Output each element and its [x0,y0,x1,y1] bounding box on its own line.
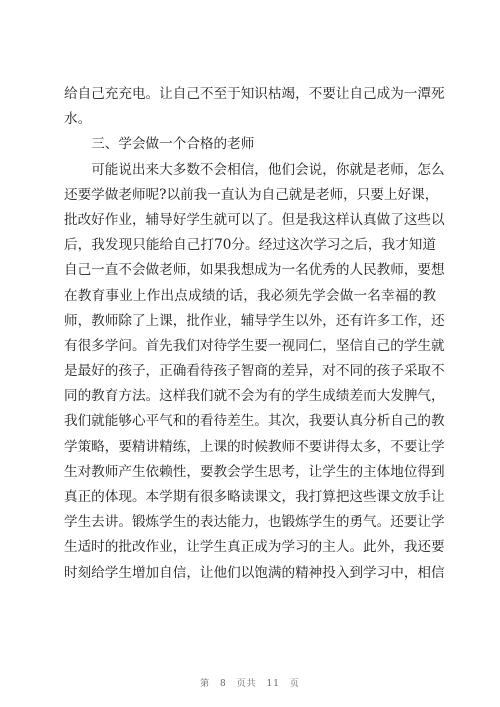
document-body [64,82,445,586]
text-line: 学策略，要精讲精练，上课的时候教师不要讲得太多，不要让学 [64,438,445,455]
text-line: 生适时的批改作业，让学生真正成为学习的主人。此外，我还要 [64,539,445,556]
text-line: 师，教师除了上课，批作业，辅导学生以外，还有许多工作，还 [64,312,445,329]
page-footer [0,676,500,689]
page-total: 11 [266,679,280,689]
text-line: 生对教师产生依赖性，要教会学生思考，让学生的主体地位得到 [64,463,445,480]
footer-middle: 页共 [236,679,257,689]
text-line: 批改好作业，辅导好学生就可以了。但是我这样认真做了这些以 [64,211,445,228]
text-line: 还要学做老师呢?以前我一直认为自己就是老师，只要上好课， [64,186,439,203]
text-line: 有很多学问。首先我们对待学生要一视同仁，坚信自己的学生就 [64,337,445,354]
page-number: 8 [220,679,227,689]
text-line: 真正的体现。本学期有很多略读课文，我打算把这些课文放手让 [64,489,445,505]
footer-prefix: 第 [200,679,211,689]
text-line: 时刻给学生增加自信，让他们以饱满的精神投入到学习中，相信 [64,564,445,581]
text-line: 可能说出来大多数不会相信，他们会说，你就是老师，怎么 [91,161,445,178]
text-line: 自己一直不会做老师，如果我想成为一名优秀的人民教师，要想 [64,262,445,279]
footer-suffix: 页 [289,679,300,689]
section-heading: 三、学会做一个合格的老师 [91,136,255,153]
text-line: 同的教育方法。这样我们就不会为有的学生成绩差而大发脾气， [64,388,445,405]
text-line: 我们就能够心平气和的看待差生。其次，我要认真分析自己的教 [64,413,445,430]
text-line: 给自己充充电。让自己不至于知识枯竭，不要让自己成为一潭死 [64,86,445,102]
text-line: 是最好的孩子，正确看待孩子智商的差异，对不同的孩子采取不 [64,363,445,380]
text-line: 水。 [64,111,92,128]
text-line: 后，我发现只能给自己打70分。经过这次学习之后，我才知道 [64,237,436,254]
text-line: 在教育事业上作出点成绩的话，我必须先学会做一名幸福的教 [64,287,436,304]
text-line: 学生去讲。锻炼学生的表达能力，也锻炼学生的勇气。还要让学 [64,514,445,531]
